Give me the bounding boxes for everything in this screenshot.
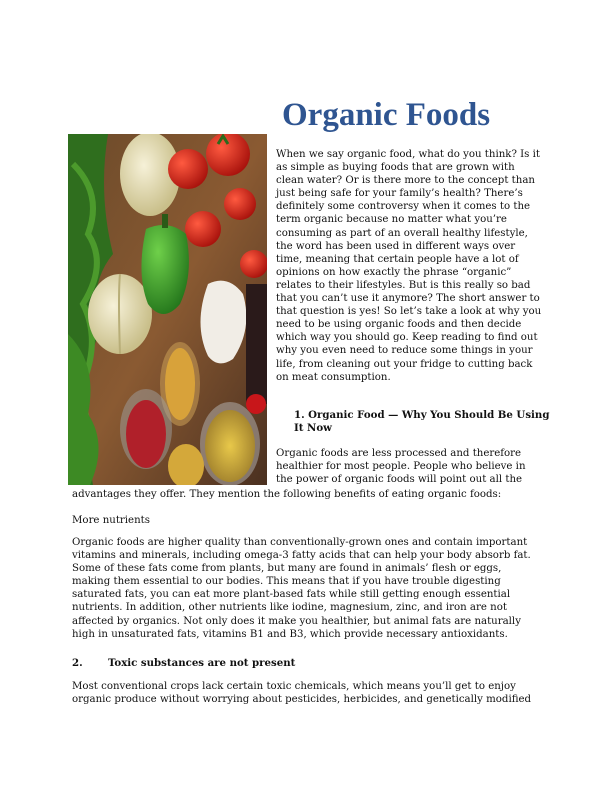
label-more-nutrients: More nutrients	[72, 515, 150, 526]
page-title: Organic Foods	[282, 97, 491, 133]
section-heading-2-number: 2.	[72, 657, 83, 669]
paragraph-3: Organic foods are higher quality than conventionally-grown ones and contain important vitamins and minerals, including omega-3 fatty acids that can help your body absorb fat. Some of these fats come from plants, but many are found in animals’ flesh or eggs, making them essential to our bodies. This means that if you have trouble digesting saturated fats, you can eat more plant-based fats while still getting enough essential nutrients. In addition, other nutrients like iodine, magnesium, zinc, and iron are not affected by organics. Not only does it make you healthier, but animal fats are naturally high in unsaturated fats, vitamins B1 and B3, which provide necessary antioxidants.	[72, 537, 531, 640]
section-heading-1: 1. Organic Food — Why You Should Be Using It Now	[294, 409, 550, 435]
section-heading-2	[72, 657, 542, 670]
paragraph-4: Most conventional crops lack certain toxic chemicals, which means you’ll get to enjoy organic produce without worrying about pesticides, herbicides, and genetically modified	[72, 681, 532, 706]
intro-paragraph: When we say organic food, what do you think? Is it as simple as buying foods that are grown with clean water? Or is there more to the concept than just being safe for your family’s health? There’s definitely some controversy when it comes to the term organic because no matter what you’re consuming as part of an overall healthy lifestyle, the word has been used in different ways over time, meaning that certain people have a lot of opinions on how exactly the phrase “organic” relates to their lifestyles. But is this really so bad that you can’t use it anymore? The short answer to that question is yes! So let’s take a look at why you need to be using organic foods and then decide which way you should go. Keep reading to find out why you even need to reduce some things in your life, from cleaning out your fridge to cutting back on meat consumption.	[276, 149, 542, 383]
paragraph-2-continued: advantages they offer. They mention the following benefits of eating organic foods:	[72, 489, 502, 500]
section-heading-2-text: Toxic substances are not present	[108, 657, 296, 669]
vegetables-illustration	[68, 134, 267, 485]
paragraph-2-column: Organic foods are less processed and therefore healthier for most people. People who believe in the power of organic foods will point out all the	[276, 448, 526, 486]
vegetables-photo	[68, 134, 267, 485]
